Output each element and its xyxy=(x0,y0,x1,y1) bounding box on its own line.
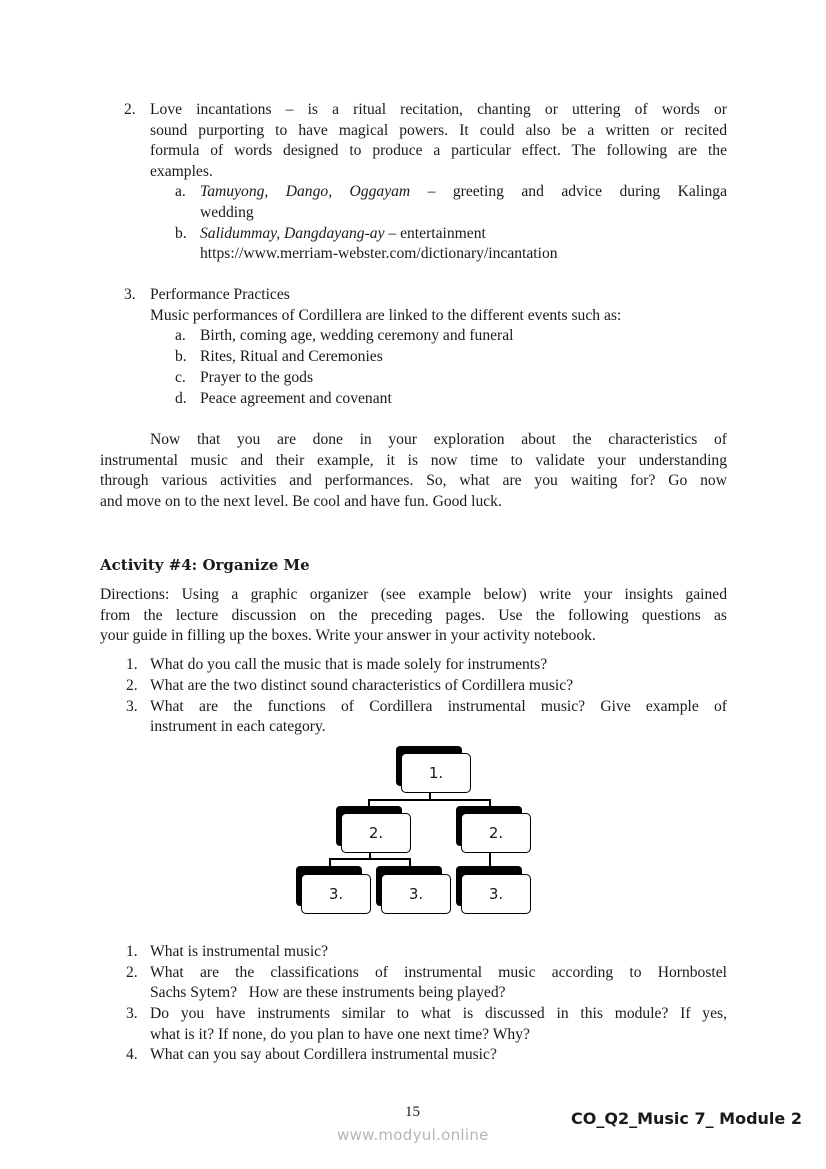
question: What are the classifications of instrumental music according to Hornbostel xyxy=(150,964,727,981)
list-letter: b. xyxy=(175,348,187,365)
question: Do you have instruments similar to what is discussed in this module? If yes, xyxy=(150,1005,727,1022)
list-number: 2. xyxy=(124,101,136,118)
guide-question: What do you call the music that is made solely for instruments? xyxy=(150,656,548,673)
list-item: Prayer to the gods xyxy=(200,369,314,386)
italic-term: Salidummay, Dangdayang-ay xyxy=(200,225,385,242)
directions-line: Directions: Using a graphic organizer (see example below) write your insights gained xyxy=(100,586,727,603)
list-letter: a. xyxy=(175,183,186,200)
paragraph-line: Love incantations – is a ritual recitation, chanting or uttering of words or xyxy=(150,101,727,118)
paragraph-line: and move on to the next level. Be cool and have fun. Good luck. xyxy=(100,493,502,510)
organizer-box-level3: 3. xyxy=(381,874,451,914)
guide-question-cont: instrument in each category. xyxy=(150,718,326,735)
list-number: 3. xyxy=(126,698,138,715)
watermark: www.modyul.online xyxy=(337,1126,489,1144)
italic-term: Tamuyong, Dango, Oggayam xyxy=(200,183,411,200)
list-number: 3. xyxy=(126,1005,138,1022)
organizer-box-level3: 3. xyxy=(461,874,531,914)
list-letter: a. xyxy=(175,327,186,344)
list-item: Rites, Ritual and Ceremonies xyxy=(200,348,383,365)
question: What is instrumental music? xyxy=(150,943,328,960)
directions-line: your guide in filling up the boxes. Write your answer in your activity notebook. xyxy=(100,627,596,644)
list-number: 1. xyxy=(126,943,138,960)
paragraph-line: instrumental music and their example, it is now time to validate your understanding xyxy=(100,452,727,469)
list-item xyxy=(200,182,727,203)
item-text: – greeting and advice during Kalinga xyxy=(410,183,727,200)
list-item xyxy=(200,224,486,245)
activity-heading: Activity #4: Organize Me xyxy=(100,556,310,574)
connector-line xyxy=(368,799,491,801)
section-title: Performance Practices xyxy=(150,286,290,303)
guide-question: What are the functions of Cordillera instrumental music? Give example of xyxy=(150,698,727,715)
connector-line xyxy=(329,858,411,860)
paragraph-line: Now that you are done in your exploration about the characteristics of xyxy=(150,431,727,448)
module-code: CO_Q2_Music 7_ Module 2 xyxy=(571,1109,802,1128)
organizer-box-level1: 1. xyxy=(401,753,471,793)
guide-question: What are the two distinct sound characteristics of Cordillera music? xyxy=(150,677,574,694)
question: What can you say about Cordillera instrumental music? xyxy=(150,1046,497,1063)
question-cont: what is it? If none, do you plan to have one next time? Why? xyxy=(150,1026,530,1043)
list-item: Peace agreement and covenant xyxy=(200,390,392,407)
list-item-cont: wedding xyxy=(200,204,254,221)
list-number: 4. xyxy=(126,1046,138,1063)
list-item: Birth, coming age, wedding ceremony and funeral xyxy=(200,327,514,344)
list-number: 2. xyxy=(126,964,138,981)
page-number: 15 xyxy=(405,1104,420,1120)
organizer-box-level2: 2. xyxy=(461,813,531,853)
list-number: 1. xyxy=(126,656,138,673)
list-number: 2. xyxy=(126,677,138,694)
paragraph-line: Music performances of Cordillera are linked to the different events such as: xyxy=(150,307,622,324)
paragraph-line: through various activities and performances. So, what are you waiting for? Go now xyxy=(100,472,727,489)
item-text: – entertainment xyxy=(384,225,486,242)
directions-line: from the lecture discussion on the preceding pages. Use the following questions as xyxy=(100,607,727,624)
organizer-box-level3: 3. xyxy=(301,874,371,914)
list-letter: b. xyxy=(175,225,187,242)
list-letter: c. xyxy=(175,369,186,386)
organizer-box-level2: 2. xyxy=(341,813,411,853)
reference-link: https://www.merriam-webster.com/dictionary/incantation xyxy=(200,245,558,262)
paragraph-line: examples. xyxy=(150,163,213,180)
paragraph-line: sound purporting to have magical powers. It could also be a written or recited xyxy=(150,122,727,139)
list-number: 3. xyxy=(124,286,136,303)
question-cont: Sachs Sytem? How are these instruments being played? xyxy=(150,984,506,1001)
paragraph-line: formula of words designed to produce a particular effect. The following are the xyxy=(150,142,727,159)
list-letter: d. xyxy=(175,390,187,407)
